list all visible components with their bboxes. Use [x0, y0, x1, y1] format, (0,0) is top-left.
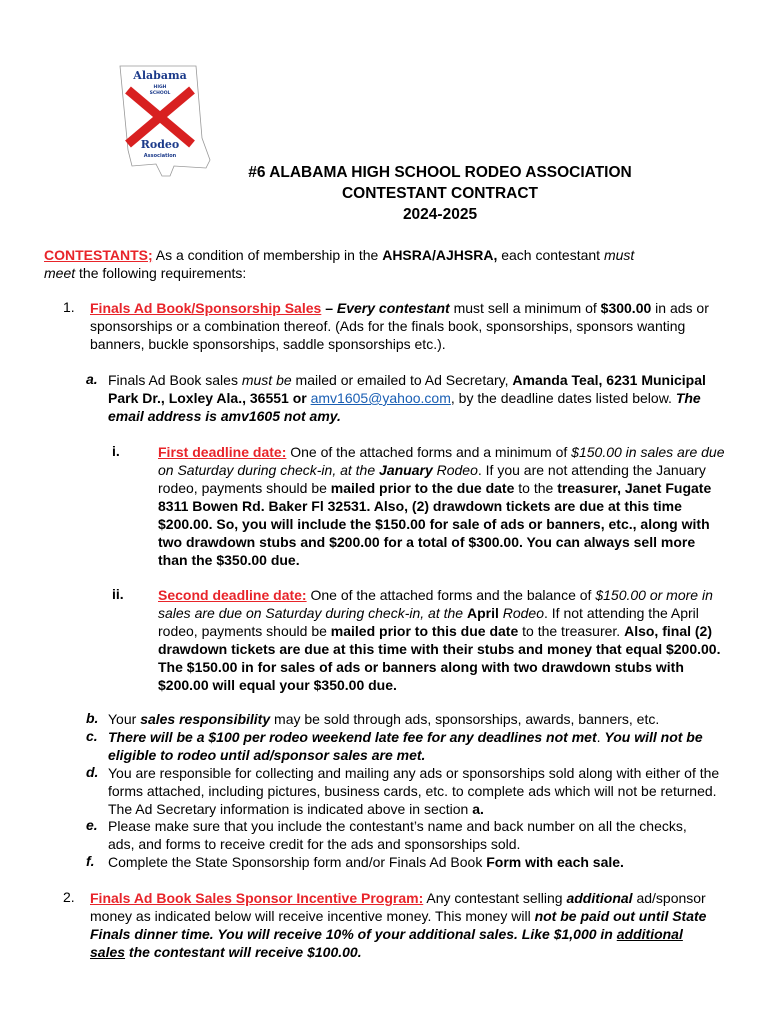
item-b-letter: b.: [86, 710, 99, 726]
contestants-label: CONTESTANTS;: [44, 247, 153, 263]
section-1-number: 1.: [63, 299, 75, 315]
header-year: 2024-2025: [402, 206, 478, 223]
item-f-paragraph: Complete the State Sponsorship form and/or Finals Ad Book Form with each sale.: [108, 854, 624, 870]
item-c-paragraph: There will be a $100 per rodeo weekend late fee for any deadlines not met. You will not be eligible to rodeo until ad/sponsor sales are met.: [108, 729, 703, 763]
association-logo: [110, 64, 218, 178]
item-a-letter: a.: [86, 371, 98, 387]
item-d-paragraph: You are responsible for collecting and mailing any ads or sponsorships sold along with either of the forms attached, including pictures, business cards, etc. to complete ads which will not be returned. The Ad Secretary information is indicated above in section a.: [108, 765, 720, 817]
section-2-number: 2.: [63, 889, 75, 905]
item-a-paragraph: Finals Ad Book sales must be mailed or emailed to Ad Secretary, Amanda Teal, 6231 Municipal Park Dr., Loxley Ala., 36551 or amv1605@yahoo.com, by the deadline dates listed below. The email address is amv1605 not amy.: [108, 372, 706, 424]
logo-text-high: HIGH: [153, 85, 167, 90]
item-b-paragraph: Your sales responsibility may be sold through ads, sponsorships, awards, banners, etc.: [108, 711, 660, 727]
item-ii-paragraph: Second deadline date: One of the attached forms and the balance of $150.00 or more in sales are due on Saturday during check-in, at the April Rodeo. If not attending the April rodeo, payments should be mailed prior to this due date to the treasurer. Also, final (2) drawdown tickets are due at this time with their stubs and money that equal $200.00. The $150.00 in for sales of ads or banners along with two drawdown stubs with $200.00 will equal your $350.00 due.: [158, 587, 721, 693]
item-d-letter: d.: [86, 764, 99, 780]
ad-secretary-email-link[interactable]: amv1605@yahoo.com: [310, 390, 451, 406]
section-1-heading: Finals Ad Book/Sponsorship Sales: [90, 300, 322, 316]
logo-text-school: SCHOOL: [149, 91, 171, 96]
first-deadline-heading: First deadline date:: [158, 444, 287, 460]
item-ii-number: ii.: [112, 586, 124, 602]
header-title: #6 ALABAMA HIGH SCHOOL RODEO ASSOCIATION: [248, 164, 632, 181]
item-c-letter: c.: [86, 728, 98, 744]
item-f-letter: f.: [86, 853, 95, 869]
section-1-paragraph: Finals Ad Book/Sponsorship Sales – Every contestant must sell a minimum of $300.00 in ads or sponsorships or a combination thereof. (Ads for the finals book, sponsorships, sponsors wanting banners, buckle sponsorships, saddle sponsorships etc.).: [90, 300, 709, 352]
logo-text-alabama: Alabama: [133, 69, 187, 82]
intro-paragraph: CONTESTANTS; As a condition of membership in the AHSRA/AJHSRA, each contestant must meet the following requirements:: [44, 247, 635, 281]
logo-text-association: Association: [143, 153, 177, 159]
item-e-letter: e.: [86, 817, 98, 833]
item-i-paragraph: First deadline date: One of the attached forms and a minimum of $150.00 in sales are due on Saturday during check-in, at the January Rodeo. If you are not attending the January rodeo, payments should be mailed prior to the due date to the treasurer, Janet Fugate 8311 Bowen Rd. Baker Fl 32531. Also, (2) drawdown tickets are due at this time $200.00. So, you will include the $150.00 for sale of ads or banners, etc., along with two drawdown stubs and $200.00 for a total of $300.00. You can always sell more than the $350.00 due.: [158, 444, 725, 568]
alabama-map-logo: [110, 64, 218, 178]
section-2-heading: Finals Ad Book Sales Sponsor Incentive Program:: [90, 890, 424, 906]
section-2-paragraph: Finals Ad Book Sales Sponsor Incentive Program: Any contestant selling additional ad/sponsor money as indicated below will receive incentive money. This money will not be paid out until State Finals dinner time. You will receive 10% of your additional sales. Like $1,000 in additional sales the contestant will receive $100.00.: [90, 890, 707, 960]
header-subtitle: CONTESTANT CONTRACT: [341, 185, 539, 202]
item-e-paragraph: Please make sure that you include the contestant’s name and back number on all the checks, ads, and forms to receive credit for the ads and sponsorships sold.: [108, 818, 687, 852]
logo-text-rodeo: Rodeo: [140, 138, 180, 151]
item-i-number: i.: [112, 443, 120, 459]
second-deadline-heading: Second deadline date:: [158, 587, 307, 603]
